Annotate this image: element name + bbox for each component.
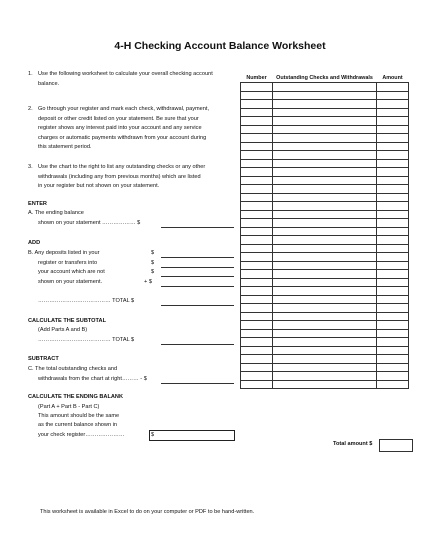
ending-line-2: This amount should be the same: [38, 413, 120, 419]
total-amount-field[interactable]: [379, 439, 413, 452]
table-row: [241, 304, 409, 313]
amount-cell[interactable]: [377, 295, 409, 304]
instruction-1: [28, 70, 33, 80]
enter-line-2: shown on your statement ……………… $: [38, 220, 141, 226]
amount-cell[interactable]: [377, 278, 409, 287]
description-cell[interactable]: [273, 142, 377, 151]
description-cell[interactable]: [273, 244, 377, 253]
enter-heading: ENTER: [28, 201, 47, 207]
outstanding-checks-table: [240, 74, 409, 389]
number-cell[interactable]: [241, 355, 273, 364]
amount-cell[interactable]: [377, 185, 409, 194]
number-cell[interactable]: [241, 134, 273, 143]
number-cell[interactable]: [241, 380, 273, 389]
description-cell[interactable]: [273, 363, 377, 372]
table-row: [241, 363, 409, 372]
dollar-sign: $: [151, 432, 155, 438]
instruction-number: 3.: [28, 164, 33, 170]
description-cell[interactable]: [273, 321, 377, 330]
table-row: [241, 108, 409, 117]
description-cell[interactable]: [273, 287, 377, 296]
description-cell[interactable]: [273, 261, 377, 270]
description-cell[interactable]: [273, 134, 377, 143]
table-row: [241, 159, 409, 168]
add-heading: ADD: [28, 240, 41, 246]
instruction-line: register shows any interest paid into your account and any service: [38, 125, 202, 132]
description-cell[interactable]: [273, 91, 377, 100]
instruction-line: Use the chart to the right to list any outstanding checks or any other: [38, 164, 206, 170]
description-cell[interactable]: [273, 253, 377, 262]
number-cell[interactable]: [241, 338, 273, 347]
table-row: [241, 329, 409, 338]
table-row: [241, 244, 409, 253]
subtotal-line-1: (Add Parts A and B): [38, 327, 88, 333]
amount-cell[interactable]: [377, 338, 409, 347]
table-row: [241, 100, 409, 109]
table-row: [241, 219, 409, 228]
instruction-2: [28, 105, 33, 115]
table-row: [241, 321, 409, 330]
outstanding-total-field[interactable]: [161, 383, 234, 384]
number-cell[interactable]: [241, 151, 273, 160]
number-cell[interactable]: [241, 312, 273, 321]
number-cell[interactable]: [241, 244, 273, 253]
number-cell[interactable]: [241, 372, 273, 381]
description-cell[interactable]: [273, 151, 377, 160]
add-line-3: your account which are not: [38, 269, 105, 275]
amount-cell[interactable]: [377, 372, 409, 381]
description-cell[interactable]: [273, 236, 377, 245]
instruction-line: in your register but not shown on your statement.: [38, 183, 160, 190]
deposit-field-1[interactable]: [161, 257, 234, 258]
amount-cell[interactable]: [377, 304, 409, 313]
instruction-line: deposit or other credit listed on your statement. Be sure that your: [38, 115, 199, 122]
description-cell[interactable]: [273, 338, 377, 347]
instruction-line: balance.: [38, 80, 60, 87]
instruction-3: [28, 163, 33, 173]
table-row: [241, 295, 409, 304]
amount-cell[interactable]: [377, 261, 409, 270]
table-row: [241, 372, 409, 381]
amount-cell[interactable]: [377, 253, 409, 262]
number-cell[interactable]: [241, 236, 273, 245]
table-row: [241, 151, 409, 160]
amount-cell[interactable]: [377, 134, 409, 143]
description-cell[interactable]: [273, 380, 377, 389]
dollar-sign: $: [151, 269, 155, 275]
table-header-row: [241, 74, 409, 83]
ending-line-3: as the current balance shown in: [38, 422, 117, 428]
amount-cell[interactable]: [377, 321, 409, 330]
amount-cell[interactable]: [377, 380, 409, 389]
add-line-2: register or transfers into: [38, 260, 98, 266]
table-row: [241, 278, 409, 287]
total-amount-label: Total amount $: [333, 441, 373, 447]
ending-line-4: your check register…………………: [38, 432, 125, 438]
amount-cell[interactable]: [377, 159, 409, 168]
table-row: [241, 202, 409, 211]
table-row: [241, 312, 409, 321]
deposit-field-2[interactable]: [161, 267, 234, 268]
description-cell[interactable]: [273, 125, 377, 134]
amount-cell[interactable]: [377, 151, 409, 160]
number-cell[interactable]: [241, 329, 273, 338]
number-cell[interactable]: [241, 125, 273, 134]
table-row: [241, 142, 409, 151]
table-row: [241, 270, 409, 279]
description-cell[interactable]: [273, 185, 377, 194]
deposit-field-3[interactable]: [161, 276, 234, 277]
number-cell[interactable]: [241, 193, 273, 202]
number-cell[interactable]: [241, 83, 273, 92]
footer-note: This worksheet is available in Excel to do on your computer or PDF to be hand-written.: [40, 509, 255, 515]
amount-cell[interactable]: [377, 202, 409, 211]
number-cell[interactable]: [241, 210, 273, 219]
column-header-number: Number: [246, 75, 267, 81]
amount-cell[interactable]: [377, 142, 409, 151]
page-title: 4-H Checking Account Balance Worksheet: [114, 40, 326, 52]
add-total-field[interactable]: [161, 305, 234, 306]
column-header-description: Outstanding Checks and Withdrawals: [276, 75, 373, 81]
table-row: [241, 134, 409, 143]
subtract-heading: SUBTRACT: [28, 356, 59, 362]
amount-cell[interactable]: [377, 270, 409, 279]
description-cell[interactable]: [273, 100, 377, 109]
table-row: [241, 261, 409, 270]
description-cell[interactable]: [273, 117, 377, 126]
table-row: [241, 338, 409, 347]
number-cell[interactable]: [241, 287, 273, 296]
table-row: [241, 193, 409, 202]
amount-cell[interactable]: [377, 193, 409, 202]
amount-cell[interactable]: [377, 91, 409, 100]
description-cell[interactable]: [273, 278, 377, 287]
description-cell[interactable]: [273, 372, 377, 381]
amount-cell[interactable]: [377, 108, 409, 117]
deposit-field-4[interactable]: [161, 286, 234, 287]
table-row: [241, 380, 409, 389]
table-row: [241, 346, 409, 355]
amount-cell[interactable]: [377, 329, 409, 338]
table-row: [241, 185, 409, 194]
description-cell[interactable]: [273, 219, 377, 228]
amount-cell[interactable]: [377, 210, 409, 219]
description-cell[interactable]: [273, 210, 377, 219]
amount-cell[interactable]: [377, 244, 409, 253]
description-cell[interactable]: [273, 202, 377, 211]
amount-cell[interactable]: [377, 168, 409, 177]
description-cell[interactable]: [273, 295, 377, 304]
number-cell[interactable]: [241, 91, 273, 100]
column-header-amount: Amount: [382, 75, 403, 81]
instruction-number: 1.: [28, 71, 33, 77]
dollar-sign: $: [151, 260, 155, 266]
amount-cell[interactable]: [377, 355, 409, 364]
number-cell[interactable]: [241, 321, 273, 330]
ending-line-1: (Part A + Part B - Part C): [38, 404, 100, 410]
table-row: [241, 287, 409, 296]
ending-heading: CALCULATE THE ENDING BALANK: [28, 394, 123, 400]
amount-cell[interactable]: [377, 117, 409, 126]
instruction-line: Use the following worksheet to calculate your overall checking account: [38, 71, 213, 77]
number-cell[interactable]: [241, 117, 273, 126]
description-cell[interactable]: [273, 83, 377, 92]
table-row: [241, 168, 409, 177]
number-cell[interactable]: [241, 168, 273, 177]
amount-cell[interactable]: [377, 236, 409, 245]
description-cell[interactable]: [273, 108, 377, 117]
table-row: [241, 176, 409, 185]
description-cell[interactable]: [273, 312, 377, 321]
amount-cell[interactable]: [377, 83, 409, 92]
instruction-1-text: [38, 70, 213, 89]
table-row: [241, 355, 409, 364]
table-row: [241, 253, 409, 262]
table-row: [241, 83, 409, 92]
instruction-line: Go through your register and mark each check, withdrawal, payment,: [38, 106, 210, 112]
description-cell[interactable]: [273, 176, 377, 185]
ending-balance-box[interactable]: [149, 430, 235, 441]
enter-line-1: A. The ending balance: [28, 210, 84, 216]
instruction-number: 2.: [28, 106, 33, 112]
amount-cell[interactable]: [377, 219, 409, 228]
number-cell[interactable]: [241, 100, 273, 109]
number-cell[interactable]: [241, 202, 273, 211]
number-cell[interactable]: [241, 227, 273, 236]
plus-dollar-sign: + $: [144, 279, 152, 285]
description-cell[interactable]: [273, 227, 377, 236]
instruction-line: charges or automatic payments withdrawn from your account during: [38, 134, 207, 141]
table-row: [241, 236, 409, 245]
table-row: [241, 227, 409, 236]
table-row: [241, 210, 409, 219]
number-cell[interactable]: [241, 159, 273, 168]
description-cell[interactable]: [273, 159, 377, 168]
subtract-line-1: C. The total outstanding checks and: [28, 366, 118, 372]
description-cell[interactable]: [273, 329, 377, 338]
amount-cell[interactable]: [377, 227, 409, 236]
number-cell[interactable]: [241, 304, 273, 313]
description-cell[interactable]: [273, 304, 377, 313]
number-cell[interactable]: [241, 108, 273, 117]
table-row: [241, 117, 409, 126]
number-cell[interactable]: [241, 185, 273, 194]
subtotal-field[interactable]: [161, 344, 234, 345]
number-cell[interactable]: [241, 363, 273, 372]
table-row: [241, 91, 409, 100]
number-cell[interactable]: [241, 346, 273, 355]
amount-cell[interactable]: [377, 346, 409, 355]
number-cell[interactable]: [241, 176, 273, 185]
dollar-sign: $: [151, 250, 155, 256]
instruction-2-text: [38, 105, 209, 153]
description-cell[interactable]: [273, 193, 377, 202]
amount-cell[interactable]: [377, 312, 409, 321]
table-row: [241, 125, 409, 134]
ending-balance-field[interactable]: [161, 227, 234, 228]
subtract-line-2: withdrawals from the chart at right……… - $: [38, 376, 147, 382]
number-cell[interactable]: [241, 253, 273, 262]
description-cell[interactable]: [273, 355, 377, 364]
amount-cell[interactable]: [377, 100, 409, 109]
number-cell[interactable]: [241, 219, 273, 228]
description-cell[interactable]: [273, 346, 377, 355]
subtotal-line-2: ………………………………… TOTAL $: [38, 337, 135, 343]
instruction-line: withdrawals (including any from previous months) which are listed: [38, 173, 201, 180]
number-cell[interactable]: [241, 261, 273, 270]
number-cell[interactable]: [241, 295, 273, 304]
add-line-4: shown on your statement.: [38, 279, 103, 285]
instruction-3-text: [38, 163, 205, 192]
number-cell[interactable]: [241, 142, 273, 151]
add-line-1: B. Any deposits listed in your: [28, 250, 100, 256]
number-cell[interactable]: [241, 270, 273, 279]
amount-cell[interactable]: [377, 176, 409, 185]
description-cell[interactable]: [273, 168, 377, 177]
description-cell[interactable]: [273, 270, 377, 279]
number-cell[interactable]: [241, 278, 273, 287]
amount-cell[interactable]: [377, 287, 409, 296]
amount-cell[interactable]: [377, 363, 409, 372]
add-total-label: ………………………………… TOTAL $: [38, 298, 135, 304]
instruction-line: this statement period.: [38, 144, 92, 151]
subtotal-heading: CALCULATE THE SUBTOTAL: [28, 318, 106, 324]
amount-cell[interactable]: [377, 125, 409, 134]
